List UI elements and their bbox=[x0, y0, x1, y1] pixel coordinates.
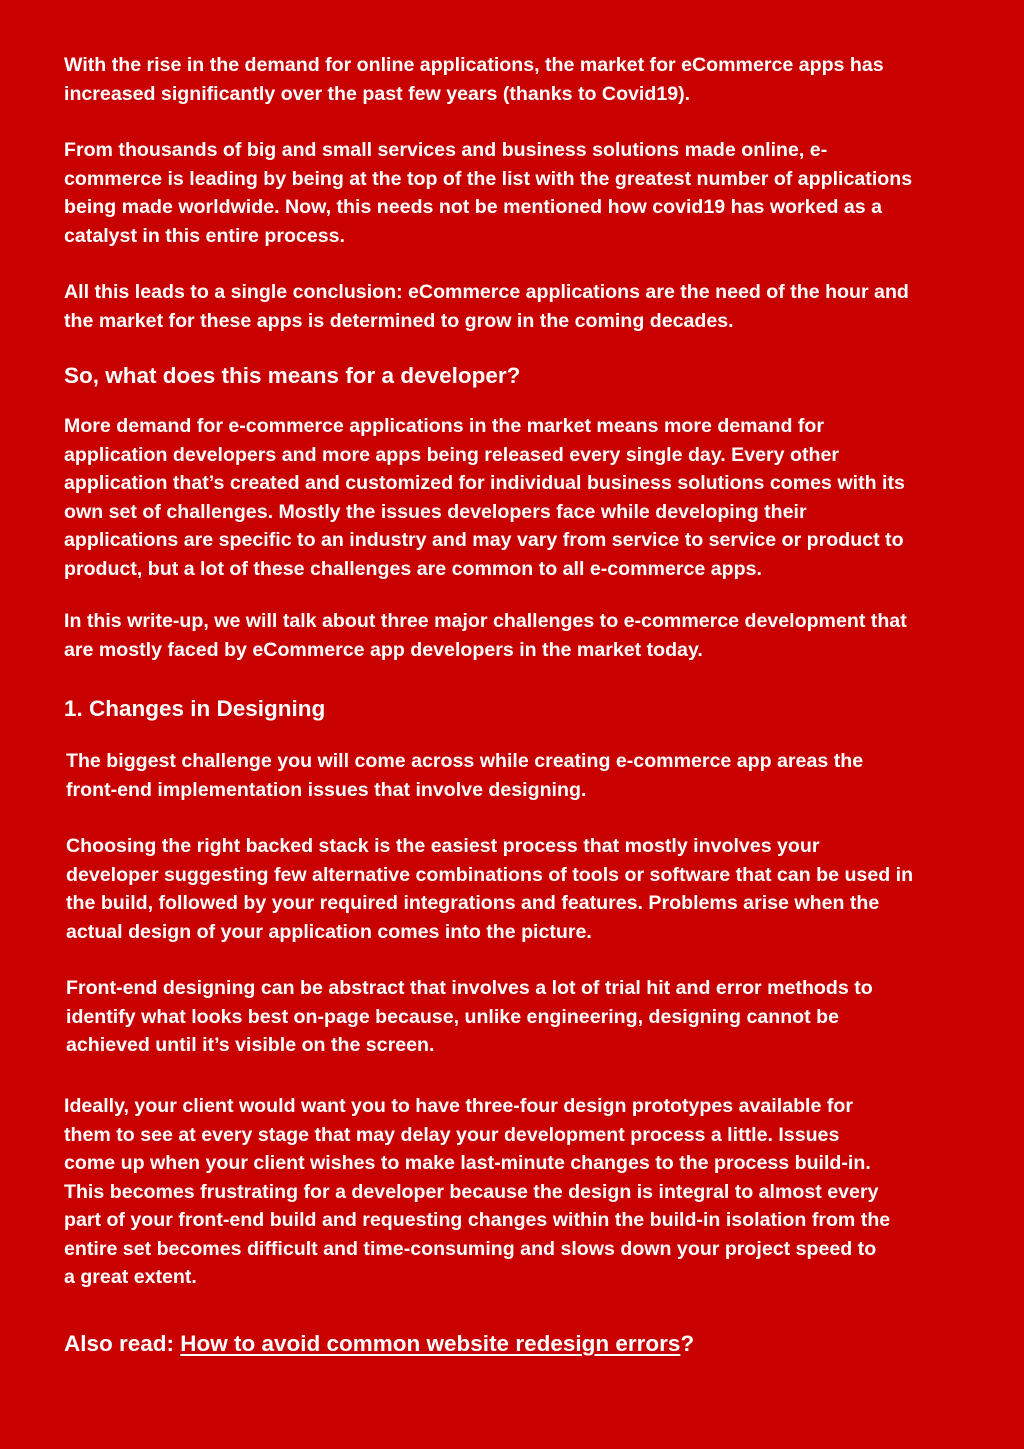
text-line: All this leads to a single conclusion: eCommerce applications are the need of the hour and bbox=[64, 281, 909, 303]
intro-paragraph-3 bbox=[64, 278, 964, 335]
text-line: More demand for e-commerce applications in the market means more demand for bbox=[64, 415, 825, 437]
developer-paragraph-2 bbox=[64, 607, 964, 664]
text-line: catalyst in this entire process. bbox=[64, 224, 345, 247]
heading-developer: So, what does this means for a developer? bbox=[64, 363, 521, 388]
design-paragraph-1 bbox=[66, 747, 966, 804]
text-line: application developers and more apps being released every single day. Every other bbox=[64, 443, 839, 466]
text-line: own set of challenges. Mostly the issues developers face while developing their bbox=[64, 500, 807, 523]
text-line: From thousands of big and small services and business solutions made online, e- bbox=[64, 139, 828, 161]
text-line: entire set becomes difficult and time-consuming and slows down your project speed to bbox=[64, 1237, 877, 1260]
text-line: being made worldwide. Now, this needs not be mentioned how covid19 has worked as a bbox=[64, 196, 883, 218]
design-paragraph-3 bbox=[66, 974, 966, 1060]
intro-paragraph-2 bbox=[64, 136, 964, 250]
also-read-prefix: Also read: bbox=[64, 1331, 181, 1356]
text-line: developer suggesting few alternative combinations of tools or software that can be used in bbox=[66, 863, 914, 886]
text-line: identify what looks best on-page because, unlike engineering, designing cannot be bbox=[66, 1005, 839, 1028]
text-line: front-end implementation issues that involve designing. bbox=[66, 778, 587, 801]
design-paragraph-4 bbox=[64, 1092, 964, 1292]
text-line: increased significantly over the past few years (thanks to Covid19). bbox=[64, 82, 691, 105]
text-line: applications are specific to an industry and may vary from service to service or product to bbox=[64, 529, 904, 551]
text-line: the market for these apps is determined to grow in the coming decades. bbox=[64, 309, 734, 332]
text-line: part of your front-end build and requesting changes within the build-in isolation from the bbox=[64, 1209, 891, 1231]
text-line: Front-end designing can be abstract that involves a lot of trial hit and error methods to bbox=[66, 977, 873, 999]
text-line: a great extent. bbox=[64, 1266, 197, 1288]
text-line: the build, followed by your required integrations and features. Problems arise when the bbox=[66, 892, 880, 914]
design-paragraph-2 bbox=[66, 832, 966, 946]
text-line: With the rise in the demand for online applications, the market for eCommerce apps has bbox=[64, 54, 884, 76]
intro-paragraph-1 bbox=[64, 51, 964, 108]
text-line: This becomes frustrating for a developer because the design is integral to almost every bbox=[64, 1180, 879, 1203]
also-read-link[interactable]: How to avoid common website redesign errors bbox=[180, 1331, 681, 1356]
text-line: Choosing the right backed stack is the easiest process that mostly involves your bbox=[66, 835, 820, 857]
text-line: are mostly faced by eCommerce app developers in the market today. bbox=[64, 638, 703, 661]
text-line: achieved until it’s visible on the screen. bbox=[66, 1034, 435, 1056]
text-line: application that’s created and customized for individual business solutions comes with its bbox=[64, 472, 905, 494]
text-line: actual design of your application comes into the picture. bbox=[66, 920, 592, 943]
developer-paragraph-1 bbox=[64, 412, 964, 583]
also-read-suffix: ? bbox=[680, 1331, 695, 1356]
text-line: In this write-up, we will talk about three major challenges to e-commerce development that bbox=[64, 610, 907, 632]
also-read bbox=[64, 1329, 964, 1359]
text-line: commerce is leading by being at the top of the list with the greatest number of applications bbox=[64, 167, 913, 190]
text-line: The biggest challenge you will come across while creating e-commerce app areas the bbox=[66, 750, 864, 772]
text-line: Ideally, your client would want you to have three-four design prototypes available for bbox=[64, 1095, 853, 1117]
text-line: come up when your client wishes to make last-minute changes to the process build-in. bbox=[64, 1152, 871, 1174]
text-line: them to see at every stage that may delay your development process a little. Issues bbox=[64, 1123, 840, 1146]
text-line: product, but a lot of these challenges are common to all e-commerce apps. bbox=[64, 557, 762, 580]
heading-changes-in-designing: 1. Changes in Designing bbox=[64, 696, 326, 721]
